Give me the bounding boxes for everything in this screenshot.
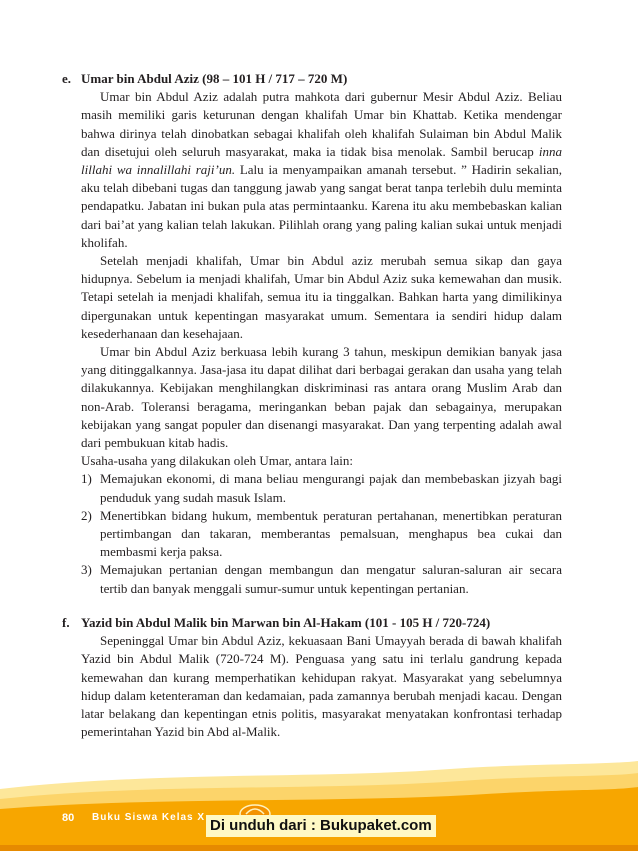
efforts-list	[62, 470, 562, 597]
section-e-heading	[62, 70, 562, 88]
list-item-text: Memajukan ekonomi, di mana beliau mengurangi pajak dan membebaskan jizyah bagi penduduk yang sudah masuk Islam.	[100, 471, 562, 505]
footer-band	[0, 761, 638, 851]
list-item	[62, 470, 562, 506]
section-e-paragraph-1	[62, 88, 562, 252]
download-source-banner[interactable]: Di unduh dari : Bukupaket.com	[206, 815, 436, 837]
main-content	[62, 70, 562, 741]
list-intro: Usaha-usaha yang dilakukan oleh Umar, antara lain:	[81, 453, 354, 469]
list-item	[62, 561, 562, 597]
footer-wave-graphic	[0, 761, 638, 851]
list-item-text: Menertibkan bidang hukum, membentuk peraturan pertahanan, menertibkan peraturan pertimbangan dan takaran, memberantas pemalsuan, menghapus bea cukai dan membasmi kerja paksa.	[100, 507, 562, 560]
section-e-paragraph-2: Setelah menjadi khalifah, Umar bin Abdul aziz merubah semua sikap dan gaya hidupnya. Sebelum ia menjadi khalifah, Umar bin Abdul Aziz suka kemewahan dan musik. Tetapi setelah ia menjadi khalifah, semua itu ia tinggalkan. Bahkan harta yang dimilikinya dipergunakan untuk kepentingan masyarakat umum. Sementara ia sendiri hidup dalam kesederhanaan dan kesehajaan.	[81, 253, 562, 341]
book-title: Buku Siswa Kelas X	[92, 812, 206, 823]
section-f-marker: f.	[62, 614, 70, 630]
list-item-number: 1)	[81, 471, 92, 487]
list-item-number: 2)	[81, 507, 92, 523]
section-f-heading	[62, 614, 562, 632]
list-item-number: 3)	[81, 562, 92, 578]
section-e-paragraph-3: Umar bin Abdul Aziz berkuasa lebih kurang 3 tahun, meskipun demikian banyak jasa yang ditinggalkannya. Jasa-jasa itu dapat dilihat dari berbagai gerakan dan usaha yang telah dilakukannya. Kebijakan menghilangkan diskriminasi ras antara orang Muslim Arab dan non-Arab. Toleransi beragama, meringankan beban pajak dan sebagainya, merupakan kebijakan yang sangat populer dan disenangi masyarakat. Dan yang terpenting adalah awal dari pembukuan kitab hadis.	[81, 344, 562, 451]
section-f-title: Yazid bin Abdul Malik bin Marwan bin Al-Hakam (101 - 105 H / 720-724)	[81, 614, 491, 630]
italic-phrase: inna lillahi wa innalillahi raji’un.	[81, 143, 562, 178]
paragraph-text: Lalu ia menyampaikan amanah tersebut. ” Hadirin sekalian, aku telah dibebani tugas dan tanggung jawab yang sangat berat tanpa terlebih dulu meminta pendapatku. Jabatan ini bukan pula atas permintaanku. Karena itu aku membebaskan kalian dari bai’at yang kalian telah lakukan. Pilihlah orang yang paling kalian sukai untuk menjadi kholifah.	[81, 162, 562, 250]
paragraph-text: Umar bin Abdul Aziz adalah putra mahkota dari gubernur Mesir Abdul Aziz. Beliau masih memiliki garis keturunan dengan khalifah Umar bin Khattab. Ketika mendengar bahwa dirinya telah dinobatkan sebagai khalifah oleh khalifah Sulaiman bin Abdul Malik dan disetujui oleh seluruh masyarakat, maka ia tidak bisa menolak. Sambil berucap	[81, 89, 562, 159]
section-e-title: Umar bin Abdul Aziz (98 – 101 H / 717 – 720 M)	[81, 71, 348, 86]
page-number: 80	[62, 812, 75, 824]
section-f-paragraph-1: Sepeninggal Umar bin Abdul Aziz, kekuasaan Bani Umayyah berada di bawah khalifah Yazid bin Abdul Malik (720-724 M). Penguasa yang satu ini terlalu gandrung kepada kemewahan dan kurang memperhatikan kehidupan rakyat. Masyarakat yang sebelumnya hidup dalam ketenteraman dan kedamaian, pada zamannya berubah menjadi kacau. Dengan latar belakang dan kepentingan etnis politis, masyarakat menyatakan konfrontasi terhadap pemerintahan Yazid bin Abd al-Malik.	[81, 633, 562, 740]
section-spacer	[62, 598, 562, 614]
list-item-text: Memajukan pertanian dengan membangun dan mengatur saluran-saluran air secara tertib dan banyak menggali sumur-sumur untuk kepentingan pertanian.	[100, 562, 562, 596]
section-e-marker: e.	[62, 71, 72, 86]
list-item	[62, 507, 562, 562]
